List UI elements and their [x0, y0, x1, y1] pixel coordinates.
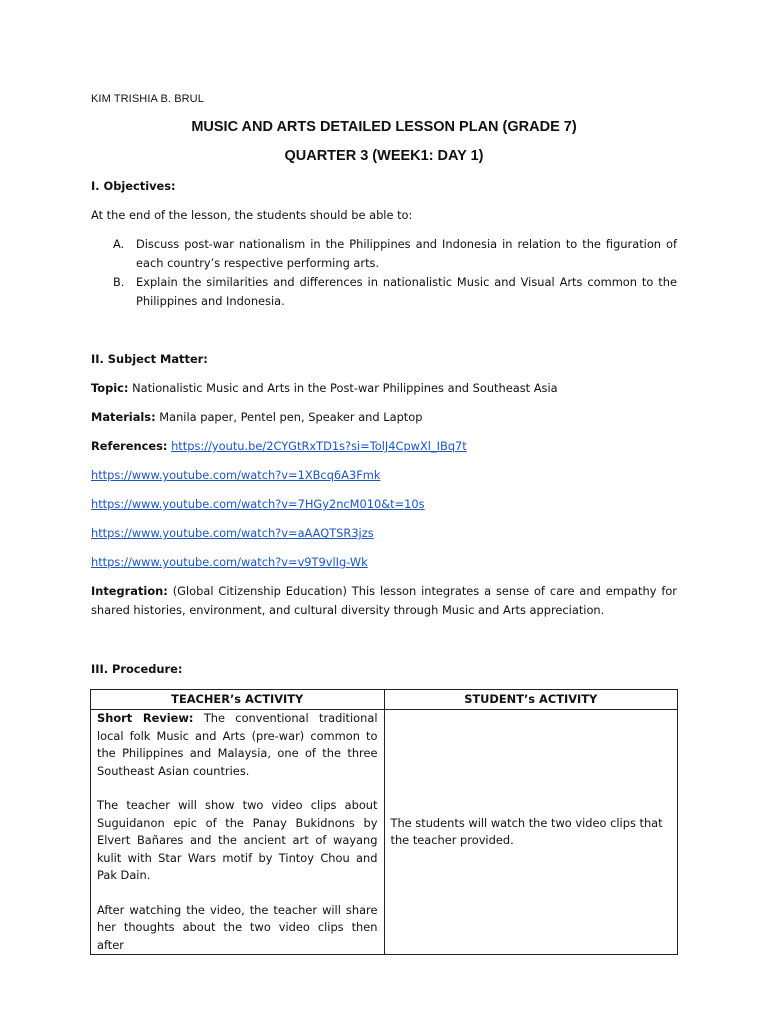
table-row [91, 710, 678, 955]
author-name: KIM TRISHIA B. BRUL [91, 93, 204, 105]
document-title: MUSIC AND ARTS DETAILED LESSON PLAN (GRADE 7) [191, 119, 577, 135]
reference-row-2 [91, 466, 677, 485]
objective-item-b [113, 273, 677, 310]
integration-text: (Global Citizenship Education) This lesson integrates a sense of care and empathy for shared histories, environment, and cultural diversity through Music and Arts appreciation. [91, 584, 677, 617]
teacher-paragraph-3: After watching the video, the teacher will share her thoughts about the two video clips then after [97, 902, 378, 952]
materials-line [91, 408, 677, 427]
objective-marker: B. [113, 275, 125, 289]
integration-paragraph [91, 582, 677, 619]
objectives-heading: I. Objectives: [91, 179, 176, 193]
materials-label: Materials: [91, 410, 156, 424]
reference-link-3[interactable]: https://www.youtube.com/watch?v=7HGy2ncM010&t=10s [91, 497, 425, 511]
procedure-heading: III. Procedure: [91, 662, 183, 676]
reference-row-3 [91, 495, 677, 514]
subject-matter-heading: II. Subject Matter: [91, 352, 208, 366]
student-activity-header: STUDENT’s ACTIVITY [384, 690, 678, 710]
references-label: References: [91, 439, 168, 453]
objectives-intro: At the end of the lesson, the students should be able to: [91, 208, 413, 222]
topic-label: Topic: [91, 381, 129, 395]
short-review-label: Short Review: [97, 711, 194, 725]
objective-item-a [113, 235, 677, 272]
objective-text: Explain the similarities and differences in nationalistic Music and Visual Arts common to the Philippines and Indonesia. [136, 275, 677, 308]
topic-value: Nationalistic Music and Arts in the Post-war Philippines and Southeast Asia [132, 381, 558, 395]
references-line [91, 437, 677, 456]
short-review-text: The conventional traditional local folk Music and Arts (pre-war) common to the Philippines and Malaysia, one of the three Southeast Asian countries. [97, 711, 378, 778]
document-subtitle: QUARTER 3 (WEEK1: DAY 1) [284, 148, 484, 164]
teacher-activity-header: TEACHER’s ACTIVITY [91, 690, 385, 710]
materials-value: Manila paper, Pentel pen, Speaker and Laptop [159, 410, 423, 424]
teacher-paragraph-2: The teacher will show two video clips about Suguidanon epic of the Panay Bukidnons by Elvert Bañares and the ancient art of wayang kulit with Star Wars motif by Tintoy Chou and Pak Dain. [97, 798, 378, 882]
reference-link-5[interactable]: https://www.youtube.com/watch?v=v9T9vlIg-Wk [91, 555, 368, 569]
topic-line [91, 379, 677, 398]
student-activity-cell: The students will watch the two video clips that the teacher provided. [384, 710, 678, 955]
table-header-row [91, 690, 678, 710]
reference-row-5 [91, 553, 677, 572]
reference-row-4 [91, 524, 677, 543]
reference-link-4[interactable]: https://www.youtube.com/watch?v=aAAQTSR3jzs [91, 526, 374, 540]
reference-link-1[interactable]: https://youtu.be/2CYGtRxTD1s?si=TolJ4CpwXl_IBq7t [171, 439, 467, 453]
integration-label: Integration: [91, 584, 168, 598]
objective-marker: A. [113, 237, 125, 251]
teacher-activity-cell [91, 710, 385, 955]
reference-link-2[interactable]: https://www.youtube.com/watch?v=1XBcq6A3Fmk [91, 468, 381, 482]
objective-text: Discuss post-war nationalism in the Philippines and Indonesia in relation to the figuration of each country’s respective performing arts. [136, 237, 677, 270]
procedure-table [90, 689, 678, 955]
